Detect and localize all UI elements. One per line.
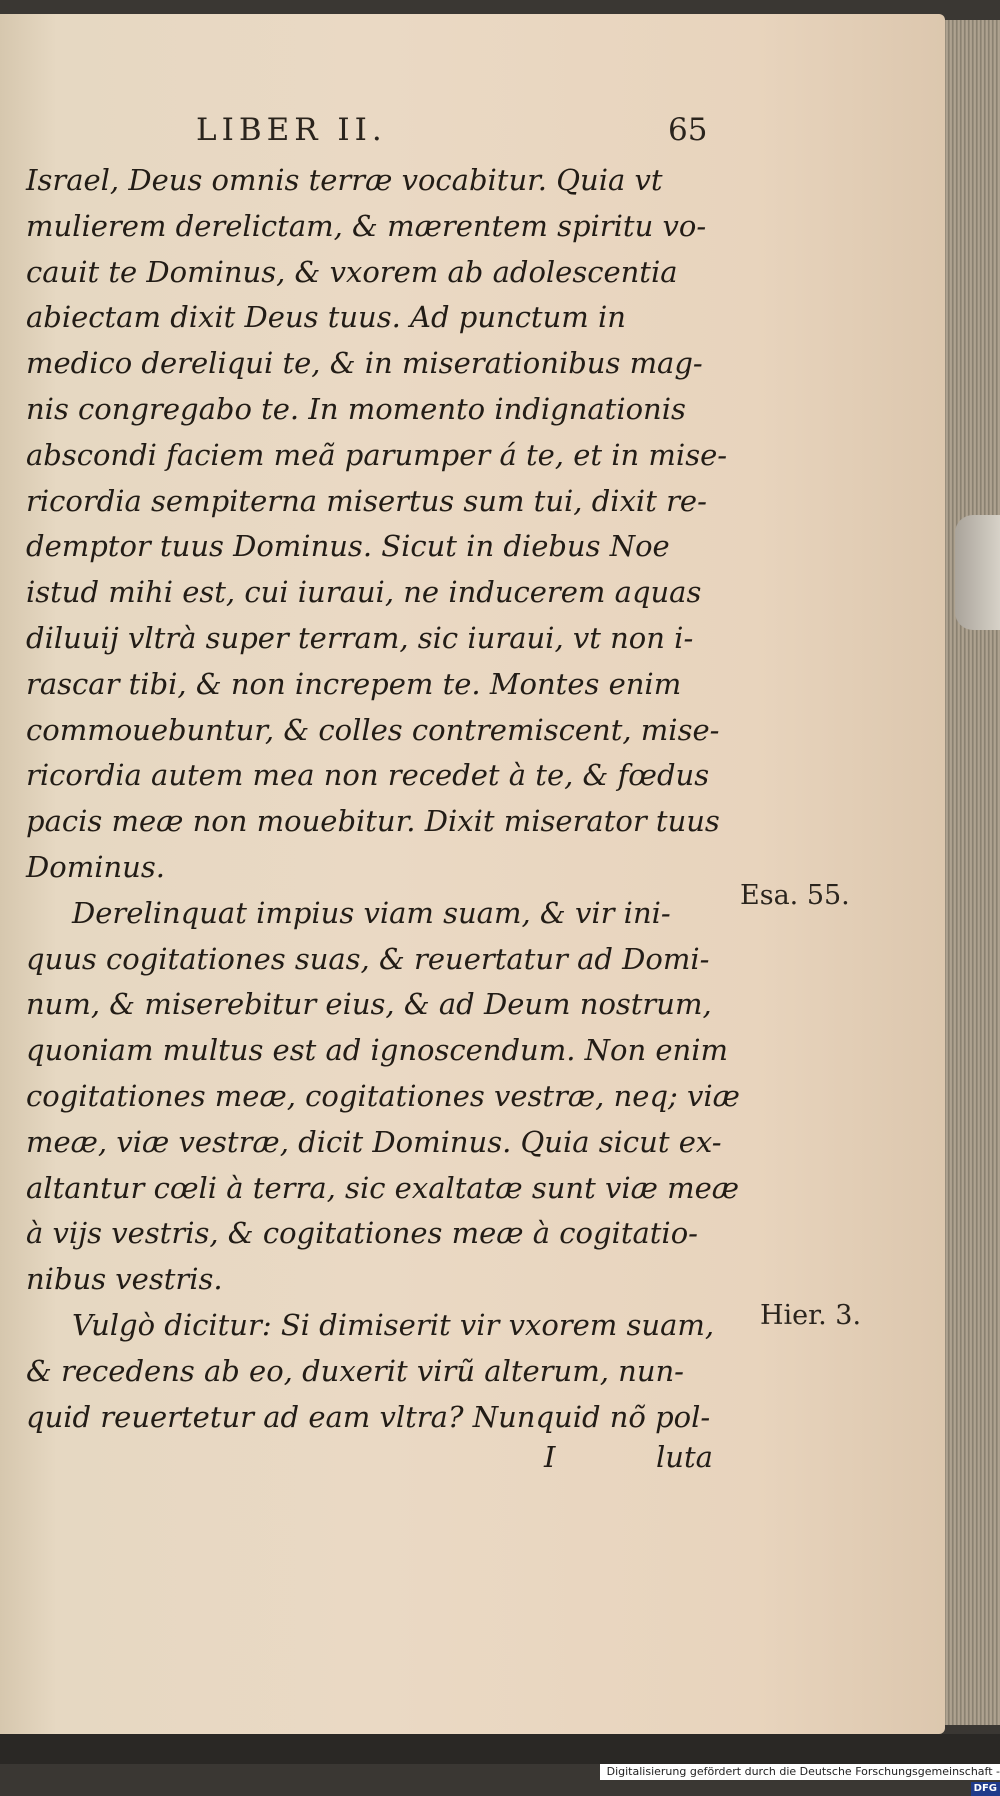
page-edges xyxy=(945,20,1000,1725)
page-number: 65 xyxy=(668,112,708,148)
text-line: nis congregabo te. In momento indignationis xyxy=(26,391,686,426)
text-line: à vijs vestris, & cogitationes meæ à cogitatio- xyxy=(26,1216,698,1251)
digitization-credit xyxy=(600,1764,1000,1794)
text-line: pacis meæ non mouebitur. Dixit miserator tuus xyxy=(26,804,720,839)
text-line: diluuij vltrà super terram, sic iuraui, vt non i- xyxy=(26,620,694,655)
text-line: Dominus. xyxy=(26,849,165,884)
text-line: abiectam dixit Deus tuus. Ad punctum in xyxy=(26,300,626,335)
text-line: commouebuntur, & colles contremiscent, mise- xyxy=(26,712,720,747)
text-line: istud mihi est, cui iuraui, ne inducerem aquas xyxy=(26,575,702,610)
text-line: quid reuertetur ad eam vltra? Nunquid nõ pol- xyxy=(26,1399,711,1434)
signature-mark: I xyxy=(544,1440,556,1474)
body-text xyxy=(26,158,746,1440)
text-line: rascar tibi, & non increpem te. Montes enim xyxy=(26,666,682,701)
text-line: quus cogitationes suas, & reuertatur ad Domi- xyxy=(26,941,710,976)
margin-note-esa: Esa. 55. xyxy=(740,880,850,911)
text-line: ricordia autem mea non recedet à te, & fœdus xyxy=(26,758,710,793)
text-line: medico dereliqui te, & in miserationibus mag- xyxy=(26,346,703,381)
text-line: num, & miserebitur eius, & ad Deum nostrum, xyxy=(26,987,712,1022)
credit-text: Digitalisierung gefördert durch die Deutsche Forschungsgemeinschaft - xyxy=(606,1765,1000,1778)
text-line: demptor tuus Dominus. Sicut in diebus Noe xyxy=(26,529,670,564)
text-line: nibus vestris. xyxy=(26,1262,223,1297)
text-line: Israel, Deus omnis terræ vocabitur. Quia vt xyxy=(26,163,663,197)
text-line: cogitationes meæ, cogitationes vestræ, neq; viæ xyxy=(26,1078,740,1113)
dfg-logo: DFG xyxy=(971,1782,1000,1796)
text-line: mulierem derelictam, & mærentem spiritu vo- xyxy=(26,208,707,243)
bottom-shadow xyxy=(0,1734,1000,1764)
margin-note-hier: Hier. 3. xyxy=(760,1300,862,1331)
text-line: ricordia sempiterna misertus sum tui, dixit re- xyxy=(26,483,707,518)
catchword: luta xyxy=(656,1440,713,1474)
page-marker-tab xyxy=(955,515,1000,630)
paragraph-start-line: Derelinquat impius viam suam, & vir ini- xyxy=(72,895,671,930)
text-line: meæ, viæ vestræ, dicit Dominus. Quia sicut ex- xyxy=(26,1124,722,1159)
text-line: cauit te Dominus, & vxorem ab adolescentia xyxy=(26,254,678,289)
paragraph-start-line: Vulgò dicitur: Si dimiserit vir vxorem suam, xyxy=(72,1307,715,1342)
running-title: LIBER II. xyxy=(196,112,387,148)
text-line: quoniam multus est ad ignoscendum. Non enim xyxy=(26,1033,728,1068)
text-line: abscondi faciem meã parumper á te, et in mise- xyxy=(26,437,728,472)
text-line: altantur cœli à terra, sic exaltatæ sunt viæ meæ xyxy=(26,1170,739,1205)
text-line: & recedens ab eo, duxerit virũ alterum, nun- xyxy=(26,1353,684,1388)
